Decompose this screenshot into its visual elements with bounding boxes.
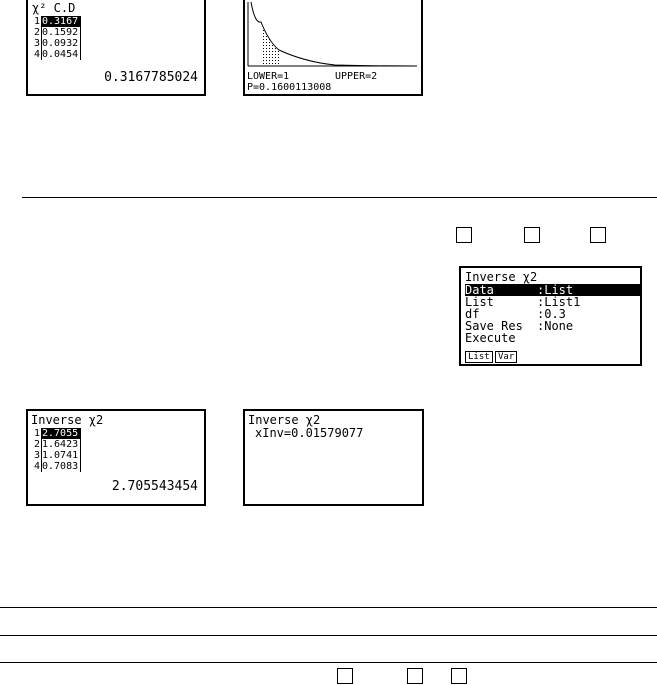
menu-item-df[interactable]: df :0.3 <box>465 307 566 321</box>
chi-cd-list-screen <box>26 0 206 96</box>
tab-list[interactable]: List <box>465 351 493 363</box>
menu-item-execute[interactable]: Execute <box>465 331 516 345</box>
lower-bound-label: LOWER=1 <box>247 71 290 82</box>
list-cell: 2.7055 <box>42 428 79 439</box>
row-index: 2 <box>34 27 41 38</box>
key-box <box>456 227 472 243</box>
row-index: 1 <box>34 428 41 439</box>
screen-title: Inverse χ2 <box>248 413 321 427</box>
menu-item-data[interactable]: Data :List <box>465 284 640 296</box>
key-box <box>451 668 467 684</box>
list-index-column <box>34 428 40 472</box>
inverse-result-line: xInv=0.01579077 <box>255 426 364 440</box>
list-cell: 0.0454 <box>42 49 79 60</box>
key-box <box>524 227 540 243</box>
row-index: 4 <box>34 461 41 472</box>
section-divider <box>22 197 657 198</box>
screen-title: Inverse χ2 <box>465 270 538 284</box>
list-cell: 0.0932 <box>42 38 79 49</box>
chi-cd-graph-screen <box>243 0 423 96</box>
list-cell: 1.6423 <box>42 439 79 450</box>
row-index: 2 <box>34 439 41 450</box>
settings-list <box>465 284 640 344</box>
upper-bound-label: UPPER=2 <box>335 71 378 82</box>
key-box <box>590 227 606 243</box>
list-cell: 0.1592 <box>42 27 79 38</box>
rule-line <box>0 635 657 636</box>
probability-result: P=0.1600113008 <box>247 82 332 93</box>
inverse-chi-menu-screen <box>459 266 642 366</box>
distribution-graph <box>245 0 421 70</box>
screen-title: χ² C.D <box>32 1 76 15</box>
rule-line <box>0 662 657 663</box>
menu-item-list[interactable]: List :List1 <box>465 295 581 309</box>
inverse-chi-var-screen <box>243 409 424 506</box>
row-index: 4 <box>34 49 41 60</box>
row-index: 3 <box>34 450 41 461</box>
result-value: 2.705543454 <box>111 479 198 494</box>
key-box <box>407 668 423 684</box>
row-index: 1 <box>34 16 41 27</box>
list-cell: 1.0741 <box>42 450 79 461</box>
list-values-column <box>41 428 81 472</box>
rule-line <box>0 607 657 608</box>
menu-item-save-res[interactable]: Save Res :None <box>465 319 574 333</box>
tab-var[interactable]: Var <box>495 351 517 363</box>
screen-title: Inverse χ2 <box>31 413 104 427</box>
key-box <box>337 668 353 684</box>
inverse-chi-list-screen <box>26 409 206 506</box>
list-cell: 0.7083 <box>42 461 79 472</box>
list-index-column <box>34 16 40 60</box>
row-index: 3 <box>34 38 41 49</box>
list-cell: 0.3167 <box>42 16 79 27</box>
list-values-column <box>41 16 81 60</box>
result-value: 0.3167785024 <box>104 70 198 85</box>
